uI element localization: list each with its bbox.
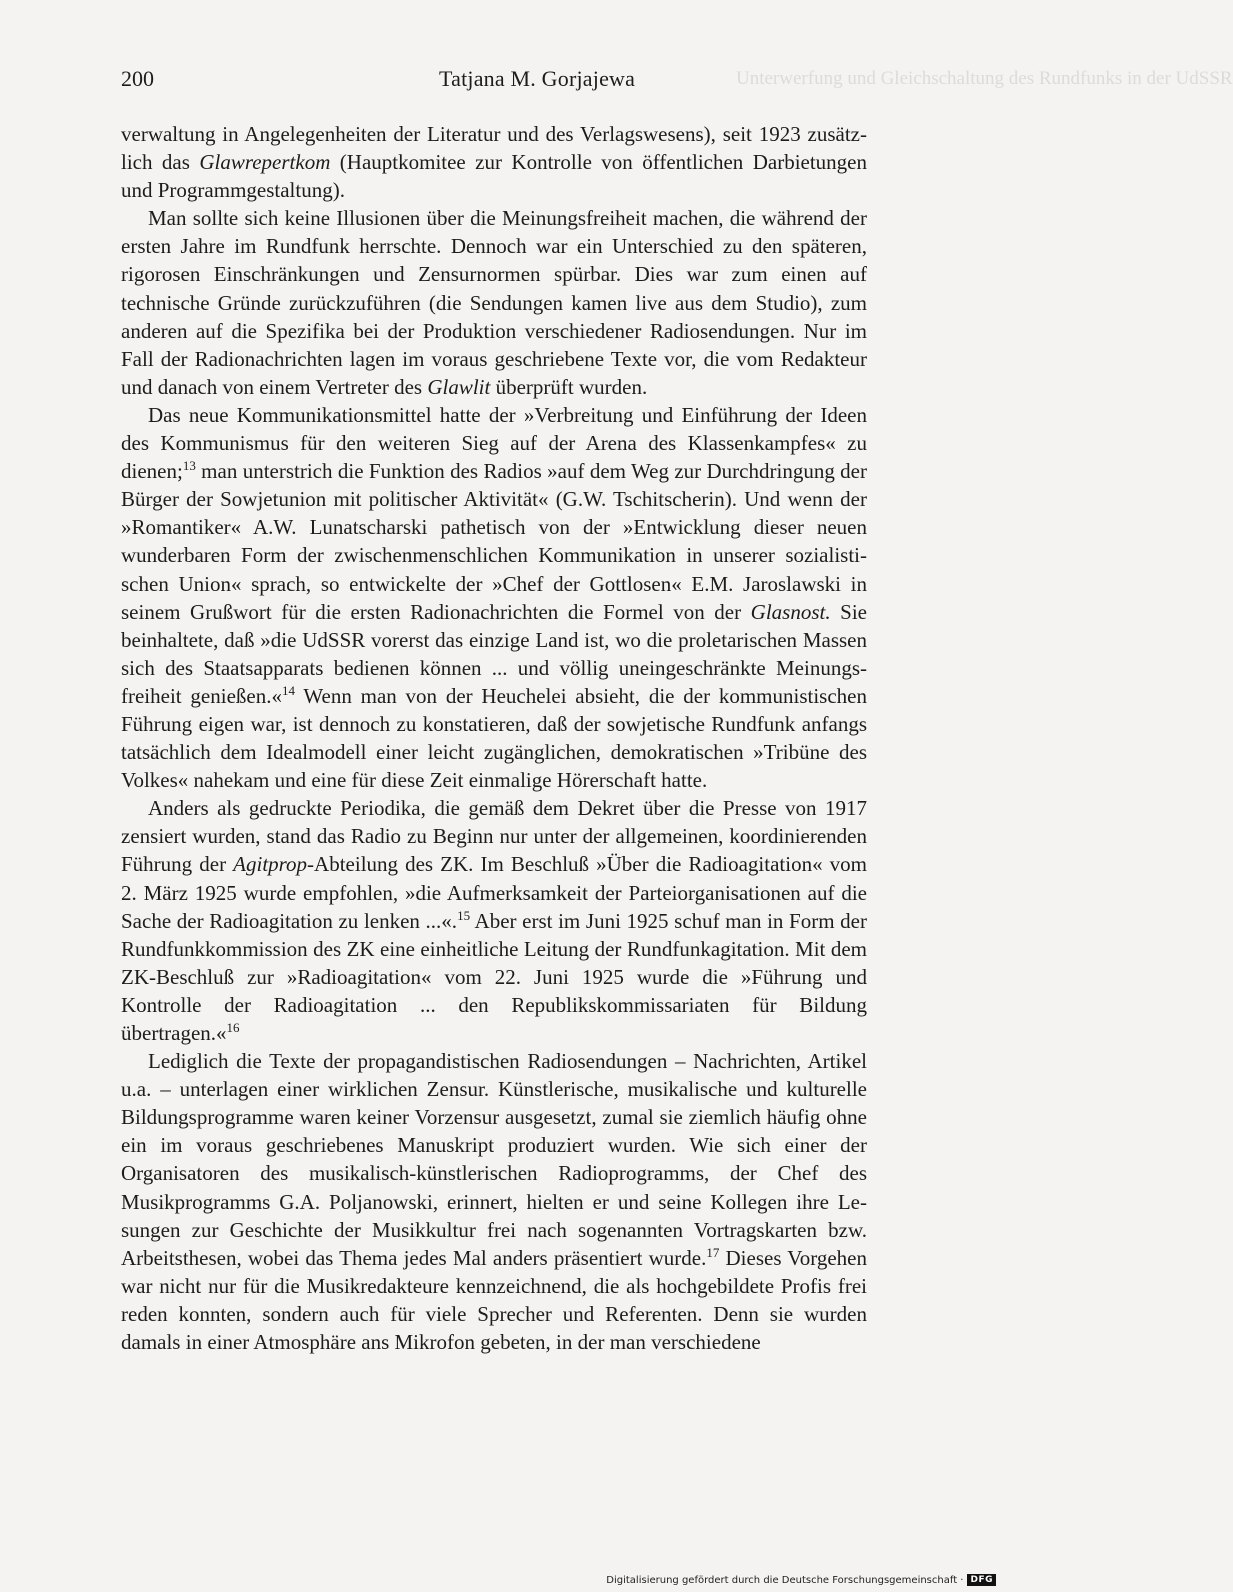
text-run: (Hauptkomitee zur Kontrolle von öffentlichen Darbietungen und Programmgestaltung). — [121, 150, 868, 203]
footnote-ref: 13 — [182, 458, 196, 474]
text-run: verwaltung in Angelegenheiten der Literatur und des Verlagswesens), seit 1923 zusätzlich das — [121, 122, 867, 175]
text-run: Wenn man von der Heuchelei absieht, die der kommunistischen Führung eigen war, ist dennoch zu konstatieren, daß der sowjetische Rundfunk anfangs tatsächlich dem Idealmodell einer leicht zugänglichen, demokratischen »Tribüne des Volkes« nahekam und eine für diese Zeit einmalige Hörerschaft hatte. — [121, 683, 868, 793]
dfg-logo: DFG — [967, 1574, 996, 1586]
show-through-text: Unterwerfung und Gleichschaltung des Rundfunks in der UdSSR — [736, 68, 1233, 89]
credit-text: Digitalisierung gefördert durch die Deutsche Forschungsgemeinschaft · — [606, 1574, 964, 1586]
paragraph — [121, 794, 867, 1047]
footnote-ref: 16 — [226, 1020, 240, 1035]
page-number: 200 — [121, 66, 154, 91]
text-run: überprüft wurden. — [490, 374, 648, 399]
page-header — [121, 62, 1233, 96]
text-run: Sie beinhaltete, daß »die UdSSR vorerst das einzige Land ist, wo die proletarischen Massen sich des Staatsapparats bedienen können ... und völlig uneingeschränkte Meinungsfreiheit genießen.« — [121, 599, 867, 708]
paragraph — [121, 204, 867, 401]
footnote-ref: 14 — [281, 682, 295, 698]
paragraph — [121, 1047, 867, 1356]
text-run: Dieses Vorgehen war nicht nur für die Musikredakteure kennzeichnend, die als hochgebildete Profis frei reden konnten, sondern auch für viele Sprecher und Referenten. Denn sie wurden damals in einer Atmosphäre ans Mikrofon gebeten, in der man verschiedene — [121, 1245, 867, 1355]
text-run: Man sollte sich keine Illusionen über die Meinungsfreiheit machen, die während der ersten Jahre im Rundfunk herrschte. Dennoch war ein Unterschied zu den späteren, rigorosen Einschränkungen und Zensurnormen spürbar. Dies war zum einen auf technische Gründe zurückzuführen (die Sendungen kamen live aus dem Studio), zum anderen auf die Spezifika bei der Produktion verschiedener Radiosendungen. Nur im Fall der Radionachrichten lagen im voraus geschriebene Texte vor, die vom Redakteur und danach von einem Vertreter des — [121, 206, 867, 399]
italic-term: Glawrepertkom — [199, 150, 331, 175]
paragraph — [121, 401, 867, 794]
italic-term: Glasnost. — [750, 599, 831, 624]
body-text — [121, 120, 867, 1356]
footnote-ref: 17 — [706, 1244, 720, 1260]
text-run: Anders als gedruckte Periodika, die gemäß dem Dekret über die Presse von 1917 zensiert wurden, stand das Radio zu Beginn nur unter der allgemeinen, koordinierenden Führung der — [121, 796, 867, 877]
italic-term: Agitprop — [233, 852, 308, 877]
text-run: man unterstrich die Funktion des Radios »auf dem Weg zur Durchdringung der Bürger der Sowjetunion mit politischer Aktivität« (G.W. Tschitscherin). Und wenn der »Romantiker« A.W. Lunatscharski pathetisch von der »Entwicklung dieser neuen wunderbaren Form der zwischenmenschlichen Kommunikation in unserer sozialistischen Union« sprach, so entwickelte der »Chef der Gottlosen« E.M. Jaroslawski in seinem Grußwort für die ersten Radionachrichten die Formel von der — [121, 459, 867, 624]
text-run: Das neue Kommunikationsmittel hatte der »Verbreitung und Einführung der Ideen des Kommunismus für den weiteren Sieg auf der Arena des Klassenkampfes« zu dienen; — [121, 402, 867, 484]
text-run: Lediglich die Texte der propagandistischen Radiosendungen – Nachrichten, Artikel u.a. – unterlagen einer wirklichen Zensur. Künstlerische, musikalische und kulturelle Bildungsprogramme waren keiner Vorzensur ausgesetzt, zumal sie ziemlich häufig ohne ein im voraus geschriebenes Manuskript produziert wurden. Wie sich einer der Organisatoren des musikalisch-künstlerischen Radioprogramms, der Chef des Musikprogramms G.A. Poljanowski, erinnert, hielten er und seine Kollegen ihre Lesungen zur Geschichte der Musikkultur frei nach sogenannten Vortragskarten bzw. Arbeitsthesen, wobei das Thema jedes Mal anders präsentiert wurde. — [121, 1049, 867, 1270]
text-run: Aber erst im Juni 1925 schuf man in Form der Rundfunkkommission des ZK eine einheitliche Leitung der Rundfunkagitation. Mit dem ZK-Beschluß zur »Radioagitation« vom 22. Juni 1925 wurde die »Führung und Kontrolle der Radioagitation ... den Republikskommissariaten für Bildung übertragen.« — [121, 908, 867, 1045]
italic-term: Glawlit — [427, 374, 491, 399]
text-run: -Abteilung des ZK. Im Beschluß »Über die Radioagitation« vom 2. März 1925 wurde empfohlen, »die Aufmerksamkeit der Parteiorganisationen auf die Sache der Radioagitation zu lenken ...«. — [121, 852, 867, 933]
footnote-ref: 15 — [457, 907, 471, 923]
running-head: Tatjana M. Gorjajewa — [439, 66, 636, 91]
paragraph — [121, 120, 867, 204]
digitization-credit — [606, 1574, 996, 1586]
